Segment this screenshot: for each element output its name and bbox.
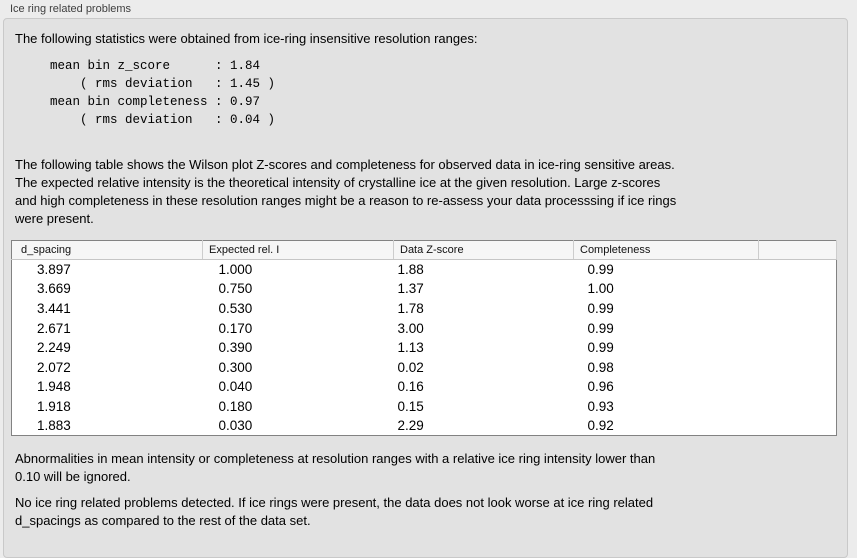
column-header-data-z-score[interactable]: Data Z-score xyxy=(394,241,574,260)
ice-ring-table-container xyxy=(11,240,837,436)
table-row[interactable] xyxy=(12,357,837,377)
cell-d-spacing: 3.441 xyxy=(37,300,71,316)
cell-d-spacing: 2.072 xyxy=(37,359,71,375)
table-row[interactable] xyxy=(12,416,837,436)
cell-expected-rel-i: 0.750 xyxy=(218,281,253,297)
column-header-filler xyxy=(759,241,837,260)
conclusion-text xyxy=(15,494,653,530)
conclusion-line: No ice ring related problems detected. If ice rings were present, the data does not look worse at ice ring related xyxy=(15,495,654,510)
description-line: and high completeness in these resolution ranges might be a reason to re-assess your data processsing if ice rings xyxy=(15,193,677,208)
ice-ring-table xyxy=(11,240,837,436)
cell-completeness: 0.93 xyxy=(587,398,614,414)
footnote-line: 0.10 will be ignored. xyxy=(15,469,131,484)
cell-d-spacing: 3.669 xyxy=(37,281,71,297)
cell-data-z-score: 0.02 xyxy=(397,359,424,375)
stats-line: ( rms deviation : 1.45 ) xyxy=(50,77,276,91)
table-description xyxy=(15,156,676,228)
cell-data-z-score: 1.37 xyxy=(397,281,424,297)
table-row[interactable] xyxy=(12,338,837,358)
cell-completeness: 0.99 xyxy=(587,320,614,336)
cell-d-spacing: 1.948 xyxy=(37,379,71,395)
stats-line: mean bin z_score : 1.84 xyxy=(50,59,261,73)
table-row[interactable] xyxy=(12,377,837,397)
groupbox-caption: Ice ring related problems xyxy=(10,3,132,15)
cell-completeness: 1.00 xyxy=(587,281,614,297)
cell-expected-rel-i: 1.000 xyxy=(218,262,253,278)
table-row[interactable] xyxy=(12,279,837,299)
cell-d-spacing: 3.897 xyxy=(37,262,71,278)
cell-completeness: 0.96 xyxy=(587,379,614,395)
description-line: The following table shows the Wilson plot Z-scores and completeness for observed data in ice-ring sensitive areas. xyxy=(15,157,675,172)
cell-expected-rel-i: 0.170 xyxy=(218,320,253,336)
cell-d-spacing: 1.918 xyxy=(37,398,71,414)
cell-d-spacing: 1.883 xyxy=(37,418,71,434)
table-row[interactable] xyxy=(12,397,837,417)
footnote-text xyxy=(15,450,655,486)
cell-d-spacing: 2.249 xyxy=(37,340,71,356)
cell-completeness: 0.99 xyxy=(587,300,614,316)
ice-ring-panel xyxy=(3,18,848,558)
cell-expected-rel-i: 0.180 xyxy=(218,398,253,414)
cell-data-z-score: 3.00 xyxy=(397,320,424,336)
cell-expected-rel-i: 0.030 xyxy=(218,418,253,434)
column-header-d-spacing[interactable]: d_spacing xyxy=(12,241,203,260)
cell-expected-rel-i: 0.300 xyxy=(218,359,253,375)
stats-line: ( rms deviation : 0.04 ) xyxy=(50,113,276,127)
column-header-expected-rel-i[interactable]: Expected rel. I xyxy=(203,241,394,260)
description-line: The expected relative intensity is the theoretical intensity of crystalline ice at the given resolution. Large z-scores xyxy=(15,175,661,190)
description-line: were present. xyxy=(15,211,94,226)
stats-line: mean bin completeness : 0.97 xyxy=(50,95,261,109)
cell-expected-rel-i: 0.530 xyxy=(218,300,253,316)
table-row[interactable] xyxy=(12,260,837,280)
table-header-row xyxy=(12,241,837,260)
cell-data-z-score: 1.78 xyxy=(397,300,424,316)
cell-completeness: 0.98 xyxy=(587,359,614,375)
column-header-completeness[interactable]: Completeness xyxy=(574,241,759,260)
cell-data-z-score: 1.13 xyxy=(397,340,424,356)
stats-block xyxy=(50,57,275,129)
cell-data-z-score: 0.16 xyxy=(397,379,424,395)
cell-expected-rel-i: 0.040 xyxy=(218,379,253,395)
cell-expected-rel-i: 0.390 xyxy=(218,340,253,356)
cell-completeness: 0.99 xyxy=(587,262,614,278)
cell-data-z-score: 1.88 xyxy=(397,262,424,278)
cell-completeness: 0.99 xyxy=(587,340,614,356)
cell-completeness: 0.92 xyxy=(587,418,614,434)
intro-text: The following statistics were obtained from ice-ring insensitive resolution ranges: xyxy=(15,31,478,46)
table-row[interactable] xyxy=(12,318,837,338)
cell-d-spacing: 2.671 xyxy=(37,320,71,336)
conclusion-line: d_spacings as compared to the rest of the data set. xyxy=(15,513,311,528)
footnote-line: Abnormalities in mean intensity or completeness at resolution ranges with a relative ice ring intensity lower than xyxy=(15,451,656,466)
cell-data-z-score: 2.29 xyxy=(397,418,424,434)
table-row[interactable] xyxy=(12,299,837,319)
cell-data-z-score: 0.15 xyxy=(397,398,424,414)
